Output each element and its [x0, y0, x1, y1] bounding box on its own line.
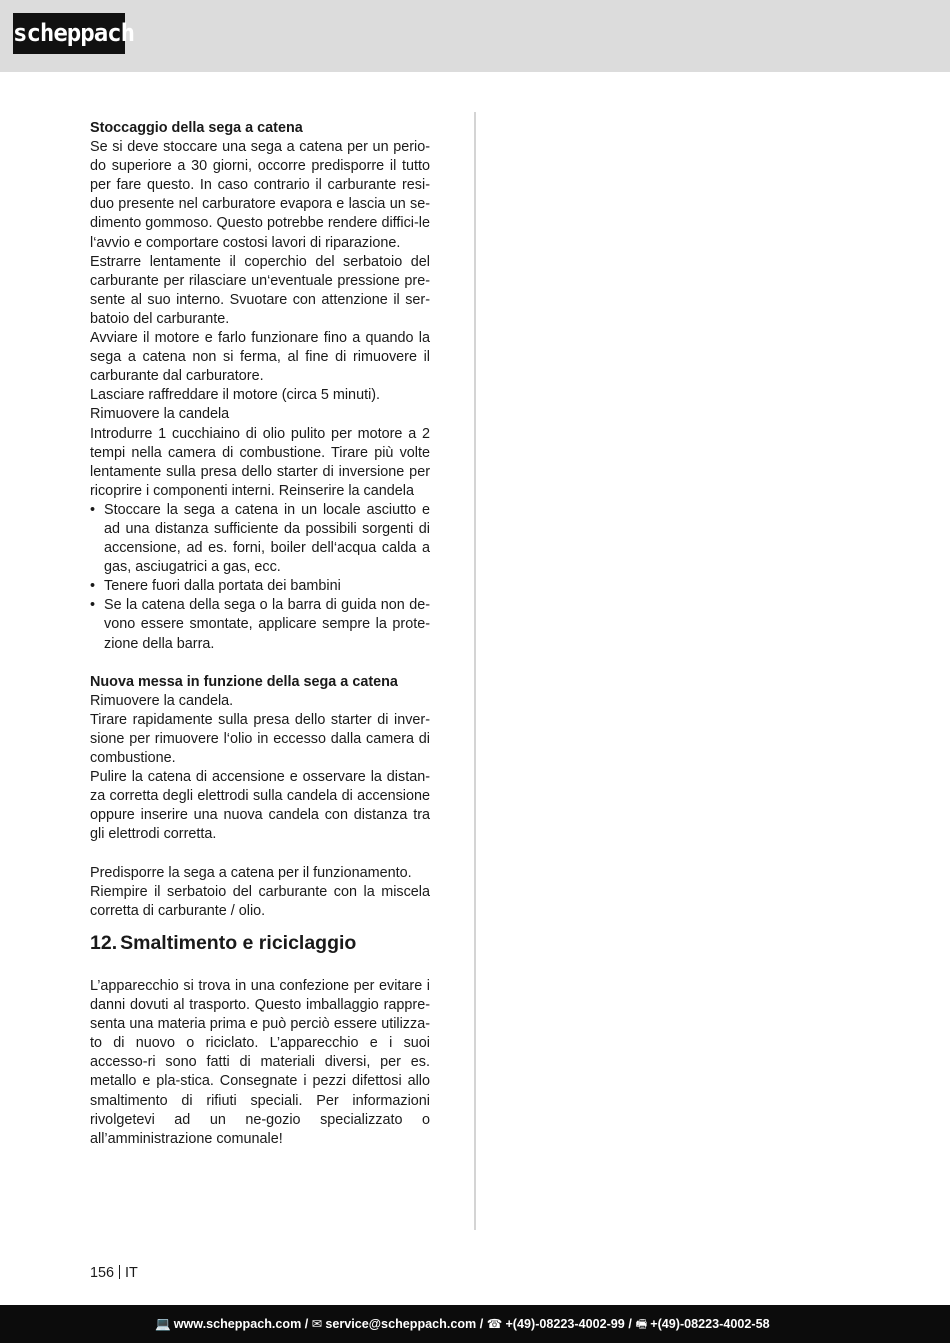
footer-separator: / — [479, 1317, 484, 1331]
page-language: IT — [125, 1265, 138, 1281]
bullet-icon: • — [90, 501, 96, 518]
footer-phone: +(49)-08223-4002-99 — [505, 1317, 625, 1331]
footer-contact-line — [155, 1305, 770, 1343]
storage-heading: Stoccaggio della sega a catena — [90, 120, 303, 136]
storage-paragraph: Introdurre 1 cucchiaino di olio pulito per motore a 2 tempi nella camera di combustione. Tirare più volte lentamente sulla presa dello starter di inversione per ricoprire i componenti interni. Reinserire la candela — [90, 425, 430, 499]
column-divider — [474, 112, 476, 1230]
storage-paragraph: Rimuovere la candela — [90, 406, 230, 423]
storage-paragraph: Se si deve stoccare una sega a catena per un perio-do superiore a 30 giorni, occorre predisporre il tutto per fare questo. In caso contrario il carburante resi-duo presente nel carburatore evapora e lascia un se-dimento gommoso. Questo potrebbe rendere diffici-le l‘avvio e comportare costosi lavori di riparazione. — [90, 139, 430, 251]
section-number: 12. — [90, 931, 118, 954]
disposal-heading — [90, 930, 430, 956]
spacer — [90, 845, 430, 864]
scheppach-logo: scheppach — [13, 13, 125, 54]
list-item-text: Tenere fuori dalla portata dei bambini — [104, 578, 341, 595]
spacer — [90, 654, 430, 673]
footer-website[interactable]: www.scheppach.com — [173, 1317, 302, 1331]
fax-icon: 🖷 — [635, 1317, 648, 1331]
computer-icon: 💻 — [155, 1317, 171, 1331]
list-item-text: Se la catena della sega o la barra di guida non de-vono essere smontate, applicare sempre la prote-zione della barra. — [104, 597, 430, 652]
restart-paragraph: Predisporre la sega a catena per il funzionamento. — [90, 864, 412, 881]
list-item — [90, 596, 430, 653]
text-column — [90, 119, 430, 1149]
footer-fax: +(49)-08223-4002-58 — [650, 1317, 770, 1331]
page-number — [90, 1264, 138, 1283]
restart-paragraph: Riempire il serbatoio del carburante con la miscela corretta di carburante / olio. — [90, 883, 430, 919]
footer-separator: / — [304, 1317, 309, 1331]
list-item — [90, 577, 430, 596]
restart-paragraph: Rimuovere la candela. — [90, 692, 234, 709]
page-number-separator — [119, 1265, 120, 1279]
storage-paragraph: Lasciare raffreddare il motore (circa 5 minuti). — [90, 387, 381, 404]
footer-email[interactable]: service@scheppach.com — [325, 1317, 477, 1331]
section-title: Smaltimento e riciclaggio — [120, 931, 357, 954]
page-number-value: 156 — [90, 1265, 115, 1281]
list-item-text: Stoccare la sega a catena in un locale asciutto e ad una distanza sufficiente da possibili sorgenti di accensione, ad es. forni, boiler dell‘acqua calda a gas, asciugatrici a gas, ecc. — [104, 501, 430, 576]
storage-paragraph: Avviare il motore e farlo funzionare fino a quando la sega a catena non si ferma, al fine di rimuovere il carburante dal carburatore. — [90, 330, 430, 385]
disposal-paragraph: L’apparecchio si trova in una confezione per evitare i danni dovuti al trasporto. Questo imballaggio rappre-senta una materia prima e può perciò essere utilizza-to di nuovo o riciclato. L’apparecchio e i suoi accesso-ri sono fatti di materiali diversi, per es. metallo e pla-stica. Consegnate i pezzi difettosi allo smaltimento di rifiuti speciali. Per informazioni rivolgetevi ad un ne-gozio specializzato o all’amministrazione comunale! — [90, 977, 430, 1147]
list-item — [90, 501, 430, 577]
page-header — [0, 0, 950, 72]
bullet-icon: • — [90, 578, 96, 595]
page-footer — [0, 1305, 950, 1343]
restart-paragraph: Tirare rapidamente sulla presa dello starter di inver-sione per rimuovere l‘olio in eccesso dalla camera di combustione. — [90, 711, 430, 767]
storage-paragraph: Estrarre lentamente il coperchio del serbatoio del carburante per rilasciare un‘eventuale pressione pre-sente al suo interno. Svuotare con attenzione il ser-batoio del carburante. — [90, 253, 430, 327]
restart-paragraph: Pulire la catena di accensione e osservare la distan-za corretta degli elettrodi sulla candela di accensione oppure inserire una nuova candela con distanza tra gli elettrodi corretta. — [90, 769, 430, 843]
restart-heading: Nuova messa in funzione della sega a catena — [90, 673, 398, 690]
phone-icon: ☎ — [486, 1317, 503, 1331]
bullet-icon: • — [90, 597, 96, 614]
footer-separator: / — [628, 1317, 632, 1331]
email-icon: ✉ — [311, 1317, 323, 1331]
storage-bullet-list — [90, 501, 430, 654]
